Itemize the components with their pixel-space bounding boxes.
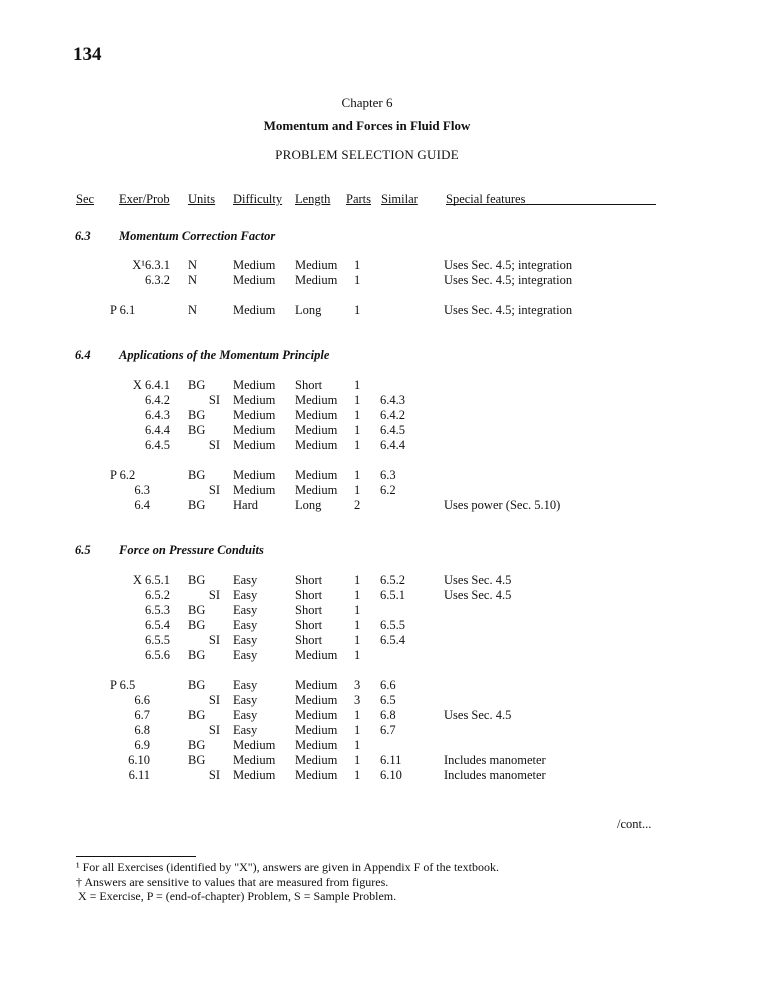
parts: 1 — [354, 648, 361, 662]
difficulty: Easy — [233, 603, 258, 617]
parts: 1 — [354, 393, 361, 407]
header-difficulty: Difficulty — [233, 192, 283, 206]
problem-id: 6.4 — [134, 498, 150, 512]
parts: 1 — [354, 573, 361, 587]
length: Medium — [295, 648, 338, 662]
similar: 6.4.5 — [380, 423, 405, 437]
table-row — [0, 303, 768, 318]
problem-id: 6.4.2 — [145, 393, 170, 407]
parts: 1 — [354, 423, 361, 437]
table-row — [0, 393, 768, 408]
header-units: Units — [188, 192, 216, 206]
table-row — [0, 423, 768, 438]
section-number: 6.3 — [75, 229, 91, 243]
problem-id: P 6.2 — [110, 468, 136, 482]
difficulty: Easy — [233, 573, 258, 587]
table-row — [0, 408, 768, 423]
special-features: Uses Sec. 4.5 — [444, 708, 512, 722]
similar: 6.5.5 — [380, 618, 405, 632]
table-row — [0, 378, 768, 393]
units: N — [188, 258, 198, 272]
difficulty: Medium — [233, 753, 276, 767]
length: Medium — [295, 408, 338, 422]
difficulty: Medium — [233, 483, 276, 497]
difficulty: Medium — [233, 258, 276, 272]
table-row — [0, 648, 768, 663]
problem-id: 6.4.4 — [145, 423, 170, 437]
units: N — [188, 303, 198, 317]
similar: 6.4.2 — [380, 408, 405, 422]
problem-id: 6.10 — [128, 753, 150, 767]
table-row — [0, 678, 768, 693]
header-sec: Sec — [76, 192, 95, 206]
difficulty: Medium — [233, 408, 276, 422]
problem-id: X 6.4.1 — [132, 378, 170, 392]
length: Medium — [295, 768, 338, 782]
problem-id: 6.5.2 — [145, 588, 170, 602]
difficulty: Medium — [233, 738, 276, 752]
difficulty: Medium — [233, 768, 276, 782]
table-row — [0, 438, 768, 453]
parts: 1 — [354, 618, 361, 632]
special-features: Uses power (Sec. 5.10) — [444, 498, 561, 512]
problem-id: 6.8 — [134, 723, 150, 737]
units: SI — [208, 393, 220, 407]
table-row — [0, 633, 768, 648]
footnote-exercises: ¹ For all Exercises (identified by "X"), answers are given in Appendix F of the textbook. — [76, 860, 499, 874]
footnote-rule — [76, 856, 196, 857]
table-row — [0, 258, 768, 273]
similar: 6.5.2 — [380, 573, 405, 587]
table-row — [0, 723, 768, 738]
parts: 1 — [354, 483, 361, 497]
chapter-heading: Chapter 6 — [341, 95, 393, 110]
problem-id: 6.3 — [134, 483, 150, 497]
units: BG — [188, 738, 206, 752]
header-length: Length — [295, 192, 331, 206]
problem-id: X¹6.3.1 — [132, 258, 170, 272]
units: SI — [208, 438, 220, 452]
table-row — [0, 573, 768, 588]
parts: 3 — [354, 693, 361, 707]
parts: 1 — [354, 768, 361, 782]
chapter-subtitle: Momentum and Forces in Fluid Flow — [263, 118, 471, 133]
units: BG — [188, 573, 206, 587]
header-parts: Parts — [346, 192, 371, 206]
continued-note: /cont... — [617, 817, 652, 831]
difficulty: Medium — [233, 468, 276, 482]
section-title: Applications of the Momentum Principle — [119, 348, 330, 362]
length: Long — [295, 498, 322, 512]
length: Medium — [295, 258, 338, 272]
table-row — [0, 468, 768, 483]
problem-id: 6.4.5 — [145, 438, 170, 452]
parts: 1 — [354, 723, 361, 737]
similar: 6.5.1 — [380, 588, 405, 602]
difficulty: Easy — [233, 678, 258, 692]
units: SI — [208, 693, 220, 707]
problem-id: 6.11 — [128, 768, 150, 782]
special-features: Includes manometer — [444, 768, 546, 782]
difficulty: Medium — [233, 273, 276, 287]
difficulty: Easy — [233, 648, 258, 662]
length: Long — [295, 303, 322, 317]
parts: 1 — [354, 603, 361, 617]
parts: 1 — [354, 303, 361, 317]
header-special-features: Special features — [446, 192, 526, 206]
units: BG — [188, 708, 206, 722]
units: BG — [188, 603, 206, 617]
table-row — [0, 738, 768, 753]
table-row — [0, 618, 768, 633]
section-title: Force on Pressure Conduits — [119, 543, 264, 557]
length: Short — [295, 378, 323, 392]
parts: 1 — [354, 378, 361, 392]
units: BG — [188, 753, 206, 767]
units: SI — [208, 723, 220, 737]
table-row — [0, 753, 768, 768]
special-features: Uses Sec. 4.5; integration — [444, 273, 573, 287]
length: Medium — [295, 753, 338, 767]
table-row — [0, 693, 768, 708]
similar: 6.6 — [380, 678, 396, 692]
problem-id: P 6.5 — [110, 678, 136, 692]
units: BG — [188, 378, 206, 392]
units: SI — [208, 633, 220, 647]
similar: 6.3 — [380, 468, 396, 482]
problem-id: 6.5.5 — [145, 633, 170, 647]
parts: 1 — [354, 633, 361, 647]
similar: 6.2 — [380, 483, 396, 497]
length: Medium — [295, 693, 338, 707]
table-row — [0, 273, 768, 288]
section-number: 6.4 — [75, 348, 91, 362]
length: Medium — [295, 438, 338, 452]
length: Medium — [295, 393, 338, 407]
parts: 1 — [354, 258, 361, 272]
units: BG — [188, 498, 206, 512]
section-number: 6.5 — [75, 543, 91, 557]
special-features: Uses Sec. 4.5 — [444, 588, 512, 602]
units: SI — [208, 483, 220, 497]
special-features: Includes manometer — [444, 753, 546, 767]
problem-id: 6.7 — [134, 708, 150, 722]
length: Medium — [295, 738, 338, 752]
length: Short — [295, 618, 323, 632]
similar: 6.5 — [380, 693, 396, 707]
length: Medium — [295, 723, 338, 737]
problem-id: 6.5.3 — [145, 603, 170, 617]
problem-id: 6.3.2 — [145, 273, 170, 287]
length: Medium — [295, 468, 338, 482]
difficulty: Easy — [233, 708, 258, 722]
units: SI — [208, 768, 220, 782]
problem-id: P 6.1 — [110, 303, 136, 317]
table-row — [0, 708, 768, 723]
difficulty: Medium — [233, 303, 276, 317]
parts: 1 — [354, 408, 361, 422]
guide-title: PROBLEM SELECTION GUIDE — [275, 147, 459, 162]
length: Short — [295, 588, 323, 602]
parts: 1 — [354, 753, 361, 767]
table-row — [0, 603, 768, 618]
difficulty: Easy — [233, 633, 258, 647]
length: Short — [295, 573, 323, 587]
length: Medium — [295, 273, 338, 287]
header-exer-prob: Exer/Prob — [119, 192, 170, 206]
difficulty: Easy — [233, 588, 258, 602]
difficulty: Medium — [233, 423, 276, 437]
difficulty: Medium — [233, 438, 276, 452]
table-row — [0, 483, 768, 498]
difficulty: Easy — [233, 618, 258, 632]
table-row — [0, 588, 768, 603]
parts: 1 — [354, 438, 361, 452]
page-number: 134 — [73, 44, 102, 65]
length: Medium — [295, 483, 338, 497]
problem-id: 6.9 — [134, 738, 150, 752]
difficulty: Easy — [233, 693, 258, 707]
difficulty: Hard — [233, 498, 258, 512]
units: N — [188, 273, 198, 287]
length: Short — [295, 603, 323, 617]
parts: 1 — [354, 468, 361, 482]
section-title: Momentum Correction Factor — [119, 229, 276, 243]
units: BG — [188, 468, 206, 482]
units: BG — [188, 618, 206, 632]
similar: 6.10 — [380, 768, 402, 782]
units: BG — [188, 408, 206, 422]
difficulty: Medium — [233, 393, 276, 407]
difficulty: Easy — [233, 723, 258, 737]
parts: 1 — [354, 708, 361, 722]
units: SI — [208, 588, 220, 602]
parts: 1 — [354, 738, 361, 752]
table-row — [0, 498, 768, 513]
units: BG — [188, 423, 206, 437]
units: BG — [188, 648, 206, 662]
difficulty: Medium — [233, 378, 276, 392]
similar: 6.8 — [380, 708, 396, 722]
parts: 3 — [354, 678, 361, 692]
problem-id: 6.6 — [134, 693, 150, 707]
header-rule — [446, 204, 656, 205]
parts: 2 — [354, 498, 361, 512]
header-similar: Similar — [381, 192, 418, 206]
similar: 6.4.4 — [380, 438, 405, 452]
table-row — [0, 768, 768, 783]
problem-id: 6.4.3 — [145, 408, 170, 422]
length: Medium — [295, 678, 338, 692]
problem-id: X 6.5.1 — [132, 573, 170, 587]
units: BG — [188, 678, 206, 692]
parts: 1 — [354, 273, 361, 287]
parts: 1 — [354, 588, 361, 602]
length: Medium — [295, 423, 338, 437]
footnote-legend: X = Exercise, P = (end-of-chapter) Problem, S = Sample Problem. — [78, 889, 397, 903]
similar: 6.11 — [380, 753, 402, 767]
length: Short — [295, 633, 323, 647]
problem-id: 6.5.6 — [145, 648, 170, 662]
special-features: Uses Sec. 4.5 — [444, 573, 512, 587]
length: Medium — [295, 708, 338, 722]
special-features: Uses Sec. 4.5; integration — [444, 303, 573, 317]
similar: 6.7 — [380, 723, 396, 737]
similar: 6.4.3 — [380, 393, 405, 407]
problem-id: 6.5.4 — [145, 618, 170, 632]
footnote-figures: † Answers are sensitive to values that are measured from figures. — [76, 875, 389, 889]
similar: 6.5.4 — [380, 633, 405, 647]
special-features: Uses Sec. 4.5; integration — [444, 258, 573, 272]
